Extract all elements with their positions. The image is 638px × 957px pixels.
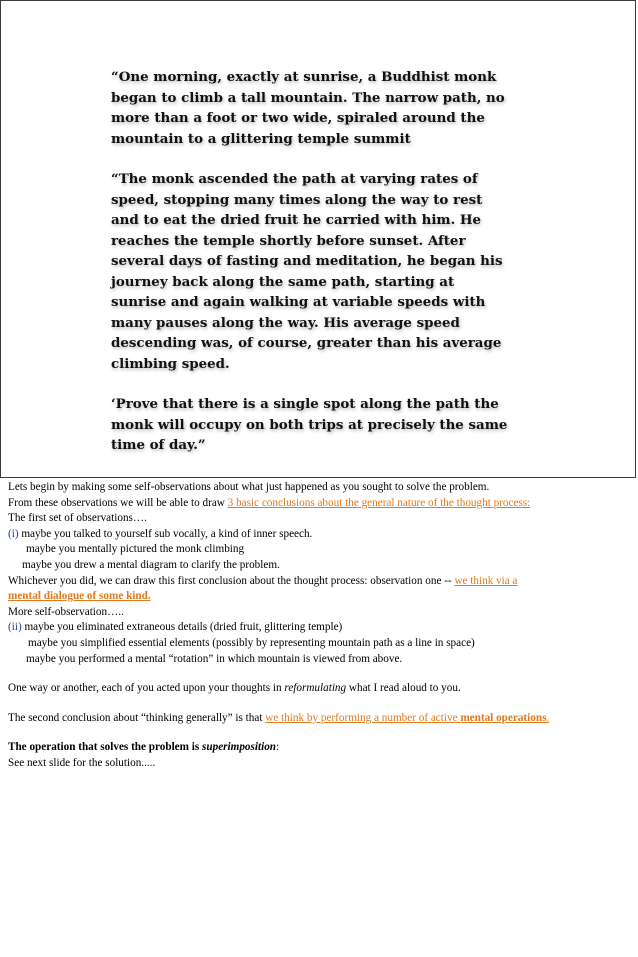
notes-text: what I read aloud to you. xyxy=(346,682,461,695)
quote-paragraph-2: “The monk ascended the path at varying rates of speed, stopping many times along the way to rest and to eat the dried fruit he carried with him. He reaches the temple shortly before sunset. After several days of fasting and meditation, he began his journey back along the same path, starting at sunrise and again walking at variable speeds with many pauses along the way. His average speed descending was, of course, greater than his average climbing speed. xyxy=(111,171,503,372)
notes-line xyxy=(8,681,630,697)
notes-text: : xyxy=(276,741,280,754)
notes-line: See next slide for the solution..... xyxy=(8,756,156,769)
notes-line xyxy=(8,740,630,756)
notes-line: maybe you simplified essential elements (possibly by representing mountain path as a line in space) xyxy=(28,636,475,649)
slide-frame xyxy=(0,0,636,478)
notes-text: From these observations we will be able to draw xyxy=(8,496,228,509)
notes-line: maybe you performed a mental “rotation” in which mountain is viewed from above. xyxy=(26,652,403,665)
notes-text: Whichever you did, we can draw this first conclusion about the thought process: observation one -- xyxy=(8,574,455,587)
superimposition-word: superimposition xyxy=(202,741,277,754)
notes-line: maybe you mentally pictured the monk climbing xyxy=(26,543,245,556)
item-label-ii: (ii) xyxy=(8,621,22,634)
conclusion-one-link[interactable]: we think via a xyxy=(454,574,518,587)
notes-text: One way or another, each of you acted upon your thoughts in xyxy=(8,682,285,695)
reformulating-word: reformulating xyxy=(284,682,347,695)
quote-paragraph-3: ‘Prove that there is a single spot along the path the monk will occupy on both trips at precisely the same time of day.” xyxy=(111,396,508,453)
speaker-notes xyxy=(8,480,630,772)
notes-line xyxy=(8,574,630,590)
notes-line xyxy=(8,527,630,543)
conclusion-two-link[interactable]: we think by performing a number of active xyxy=(265,711,461,724)
notes-line xyxy=(8,620,630,636)
riddle-quote xyxy=(111,67,511,476)
notes-line: maybe you drew a mental diagram to clarify the problem. xyxy=(22,558,280,571)
item-label-i: (i) xyxy=(8,527,19,540)
notes-line xyxy=(8,711,630,727)
notes-text: maybe you talked to yourself sub vocally, a kind of inner speech. xyxy=(18,527,313,540)
notes-text: maybe you eliminated extraneous details (dried fruit, glittering temple) xyxy=(21,621,343,634)
notes-line xyxy=(8,496,630,512)
notes-line xyxy=(8,589,630,605)
mental-dialogue-link[interactable]: mental dialogue of some kind. xyxy=(8,590,151,603)
conclusions-link[interactable]: 3 basic conclusions about the general nature of the thought process: xyxy=(227,496,531,509)
operation-heading: The operation that solves the problem is xyxy=(8,741,203,754)
notes-text: The second conclusion about “thinking generally” is that xyxy=(8,711,266,724)
mental-operations-link[interactable]: mental operations xyxy=(460,711,547,724)
quote-paragraph-1: “One morning, exactly at sunrise, a Buddhist monk began to climb a tall mountain. The narrow path, no more than a foot or two wide, spiraled around the mountain to a glittering temple summit xyxy=(111,69,505,147)
notes-line: The first set of observations…. xyxy=(8,512,147,525)
period-link[interactable]: . xyxy=(546,711,550,724)
notes-line: Lets begin by making some self-observations about what just happened as you sought to solve the problem. xyxy=(8,481,490,493)
notes-line: More self-observation….. xyxy=(8,605,124,618)
